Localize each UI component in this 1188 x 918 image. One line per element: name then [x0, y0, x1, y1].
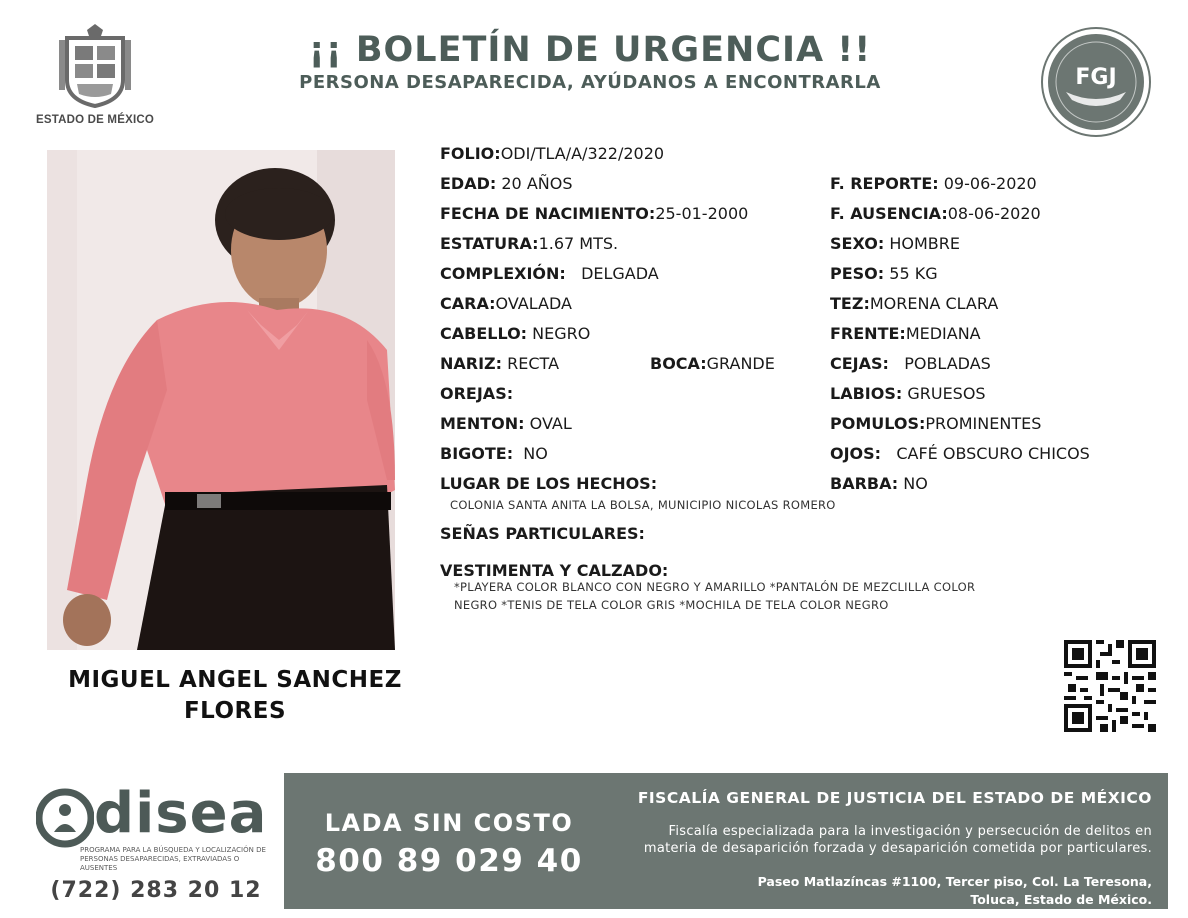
name-line-2: FLORES — [183, 698, 287, 724]
ojos-value: CAFÉ OBSCURO CHICOS — [896, 444, 1090, 463]
odisea-tagline: PROGRAMA PARA LA BÚSQUEDA Y LOCALIZACIÓN DE PERSONAS DESAPARECIDAS, EXTRAVIADAS O AUSENTES — [80, 846, 266, 872]
field-f-reporte: F. REPORTE: 09-06-2020 — [830, 174, 1037, 193]
fgj-seal-icon — [1040, 26, 1152, 138]
field-labios: LABIOS: GRUESOS — [830, 384, 986, 403]
f-reporte-value: 09-06-2020 — [943, 174, 1037, 193]
edad-value: 20 AÑOS — [501, 174, 573, 193]
footer-band — [284, 773, 1168, 909]
field-cabello: CABELLO: NEGRO — [440, 324, 591, 343]
bigote-value: NO — [523, 444, 548, 463]
estatura-value: 1.67 MTS. — [538, 234, 619, 253]
fecha-nacimiento-value: 25-01-2000 — [655, 204, 749, 223]
frente-value: MEDIANA — [905, 324, 981, 343]
field-cejas: CEJAS: POBLADAS — [830, 354, 991, 373]
field-bigote: BIGOTE: NO — [440, 444, 548, 463]
missing-person-photo — [47, 150, 395, 650]
estado-de-mexico-logo — [30, 20, 160, 126]
person-photo-icon — [47, 150, 395, 650]
field-f-ausencia: F. AUSENCIA:08-06-2020 — [830, 204, 1041, 223]
field-vestimenta: VESTIMENTA Y CALZADO: — [440, 561, 669, 580]
odisea-person-icon — [36, 788, 94, 848]
vestimenta-line-2: NEGRO *TENIS DE TELA COLOR GRIS *MOCHILA DE TELA COLOR NEGRO — [454, 598, 889, 612]
title-block — [200, 30, 980, 93]
field-lugar-label: LUGAR DE LOS HECHOS: — [440, 474, 658, 493]
field-complexion: COMPLEXIÓN: DELGADA — [440, 264, 659, 283]
sexo-value: HOMBRE — [889, 234, 960, 253]
lada-label: LADA SIN COSTO — [324, 809, 574, 837]
cejas-value: POBLADAS — [904, 354, 991, 373]
field-nariz: NARIZ: RECTA — [440, 354, 560, 373]
missing-person-name — [40, 665, 430, 727]
field-folio: FOLIO:ODI/TLA/A/322/2020 — [440, 144, 665, 163]
boca-value: GRANDE — [706, 354, 775, 373]
field-fecha-nacimiento: FECHA DE NACIMIENTO:25-01-2000 — [440, 204, 749, 223]
field-peso: PESO: 55 KG — [830, 264, 938, 283]
field-orejas: OREJAS: — [440, 384, 514, 403]
fiscalia-description: Fiscalía especializada para la investigación y persecución de delitos en materia de desaparición forzada y desaparición cometida por particulares. — [643, 824, 1152, 856]
qr-code-icon[interactable] — [1064, 640, 1156, 732]
field-sexo: SEXO: HOMBRE — [830, 234, 960, 253]
lugar-value: COLONIA SANTA ANITA LA BOLSA, MUNICIPIO NICOLAS ROMERO — [450, 498, 836, 512]
barba-value: NO — [903, 474, 928, 493]
fiscalia-address: Paseo Matlazíncas #1100, Tercer piso, Col. La Teresona, Toluca, Estado de México. — [757, 874, 1152, 907]
folio-value: ODI/TLA/A/322/2020 — [500, 144, 665, 163]
page-subtitle: PERSONA DESAPARECIDA, AYÚDANOS A ENCONTRARLA — [299, 72, 881, 93]
field-barba: BARBA: NO — [830, 474, 928, 493]
f-ausencia-value: 08-06-2020 — [947, 204, 1041, 223]
peso-value: 55 KG — [889, 264, 938, 283]
complexion-value: DELGADA — [581, 264, 659, 283]
cara-value: OVALADA — [495, 294, 572, 313]
odisea-phone[interactable]: (722) 283 20 12 — [50, 878, 262, 903]
pomulos-value: PROMINENTES — [925, 414, 1042, 433]
field-tez: TEZ:MORENA CLARA — [830, 294, 999, 313]
name-line-1: MIGUEL ANGEL SANCHEZ — [68, 667, 402, 693]
field-ojos: OJOS: CAFÉ OBSCURO CHICOS — [830, 444, 1090, 463]
coat-of-arms-icon — [55, 20, 135, 108]
cabello-value: NEGRO — [532, 324, 591, 343]
odisea-wordmark: disea — [94, 781, 268, 846]
labios-value: GRUESOS — [907, 384, 986, 403]
field-boca: BOCA:GRANDE — [650, 354, 775, 373]
tez-value: MORENA CLARA — [869, 294, 999, 313]
lada-number[interactable]: 800 89 029 40 — [315, 843, 583, 879]
field-estatura: ESTATURA:1.67 MTS. — [440, 234, 619, 253]
page-title: ¡¡ BOLETÍN DE URGENCIA !! — [308, 30, 872, 70]
odisea-logo — [36, 781, 276, 904]
field-pomulos: POMULOS:PROMINENTES — [830, 414, 1042, 433]
menton-value: OVAL — [529, 414, 572, 433]
field-edad: EDAD: 20 AÑOS — [440, 174, 573, 193]
field-menton: MENTON: OVAL — [440, 414, 572, 433]
vestimenta-line-1: *PLAYERA COLOR BLANCO CON NEGRO Y AMARILLO *PANTALÓN DE MEZCLILLA COLOR — [454, 580, 976, 594]
field-senas: SEÑAS PARTICULARES: — [440, 524, 645, 543]
fgj-seal-text: FGJ — [1075, 65, 1117, 90]
field-cara: CARA:OVALADA — [440, 294, 572, 313]
field-frente: FRENTE:MEDIANA — [830, 324, 981, 343]
fiscalia-title: FISCALÍA GENERAL DE JUSTICIA DEL ESTADO DE MÉXICO — [637, 789, 1152, 807]
nariz-value: RECTA — [507, 354, 560, 373]
state-caption: ESTADO DE MÉXICO — [36, 114, 154, 126]
